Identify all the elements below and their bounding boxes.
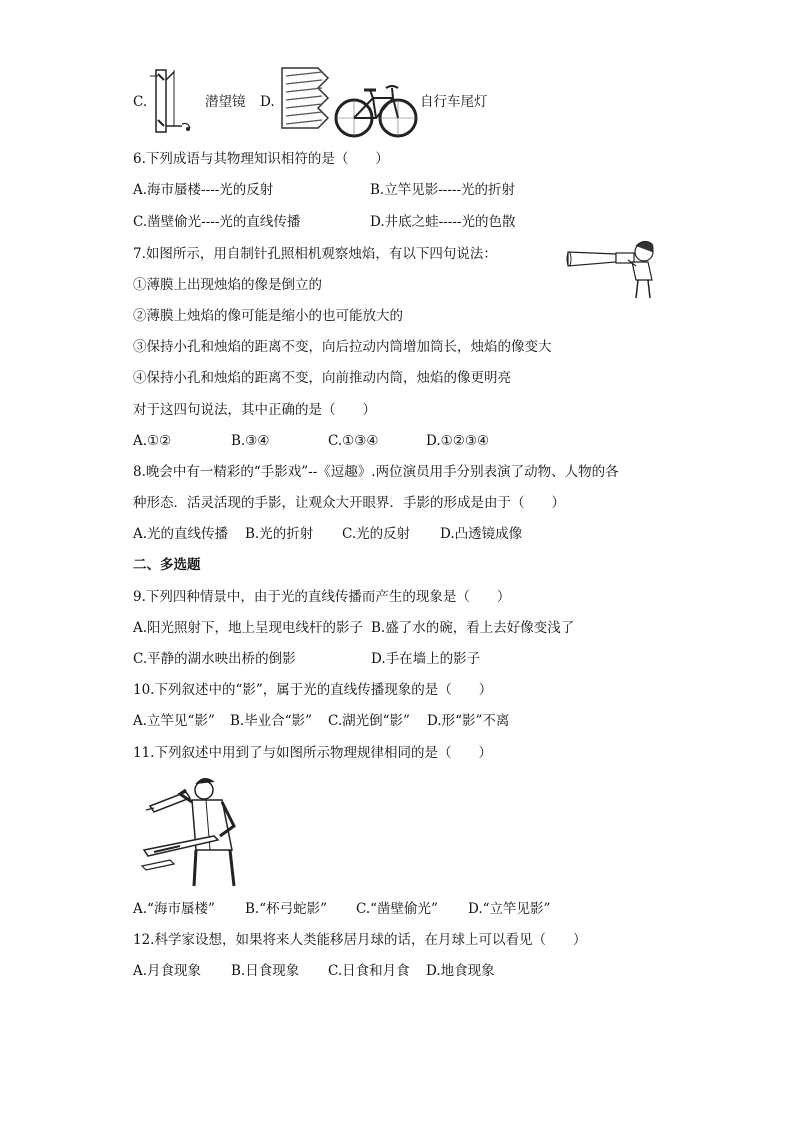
section-title: 二、多选题 <box>133 557 201 573</box>
q7-statement-2: ②薄膜上烛焰的像可能是缩小的也可能放大的 <box>133 308 403 324</box>
q8-stem-line2: 种形态．活灵活现的手影，让观众大开眼界．手影的形成是由于（ ） <box>133 495 565 511</box>
q7-option-c: C.①③④ <box>328 433 379 449</box>
q8-stem-line1: 8.晚会中有一精彩的“手影戏”--《逗趣》.两位演员用手分别表演了动物、人物的各 <box>133 464 619 480</box>
q9-option-d: D.手在墙上的影子 <box>371 651 481 667</box>
q12-option-b: B.日食现象 <box>231 963 300 979</box>
q10-option-d: D.形“影”不离 <box>427 713 510 729</box>
q11-option-c: C.“凿壁偷光” <box>356 901 438 917</box>
option-d-letter: D. <box>260 94 275 110</box>
q11-option-d: D.“立竿见影” <box>468 901 551 917</box>
q6-option-a: A.海市蜃楼----光的反射 <box>133 182 274 198</box>
q7-statement-4: ④保持小孔和烛焰的距离不变，向前推动内筒，烛焰的像更明亮 <box>133 370 511 386</box>
option-c-label: 潜望镜 <box>205 94 246 110</box>
pinhole-camera-figure <box>566 236 658 302</box>
q11-option-b: B.“杯弓蛇影” <box>245 901 328 917</box>
q7-stem: 7.如图所示，用自制针孔照相机观察烛焰，有以下四句说法： <box>133 246 497 262</box>
q8-option-d: D.凸透镜成像 <box>440 526 523 542</box>
q8-option-c: C.光的反射 <box>342 526 411 542</box>
q7-statement-1: ①薄膜上出现烛焰的像是倒立的 <box>133 277 322 293</box>
q6-stem: 6.下列成语与其物理知识相符的是（ ） <box>133 151 389 167</box>
periscope-figure <box>148 66 196 136</box>
q10-option-b: B.毕业合“影” <box>230 713 313 729</box>
q7-option-a: A.①② <box>133 433 172 449</box>
q12-option-d: D.地食现象 <box>426 963 495 979</box>
q12-option-c: C.日食和月食 <box>328 963 410 979</box>
q11-option-a: A.“海市蜃楼” <box>133 901 215 917</box>
q11-stem: 11.下列叙述中用到了与如图所示物理规律相同的是（ ） <box>133 745 492 761</box>
bicycle-reflector-figure <box>278 66 420 140</box>
board-sighting-figure <box>140 770 244 890</box>
q8-option-b: B.光的折射 <box>245 526 314 542</box>
q6-option-c: C.凿壁偷光----光的直线传播 <box>133 214 301 230</box>
q10-stem: 10.下列叙述中的“影”，属于光的直线传播现象的是（ ） <box>133 682 493 698</box>
q9-stem: 9.下列四种情景中，由于光的直线传播而产生的现象是（ ） <box>133 589 511 605</box>
q9-option-a: A.阳光照射下，地上呈现电线杆的影子 <box>133 620 364 636</box>
q6-option-d: D.井底之蛙-----光的色散 <box>370 214 516 230</box>
q7-statement-3: ③保持小孔和烛焰的距离不变，向后拉动内筒增加筒长，烛焰的像变大 <box>133 339 552 355</box>
option-d-label: 自行车尾灯 <box>420 94 488 110</box>
q10-option-a: A.立竿见“影” <box>133 713 215 729</box>
q12-stem: 12.科学家设想，如果将来人类能移居月球的话，在月球上可以看见（ ） <box>133 932 587 948</box>
q7-option-d: D.①②③④ <box>426 433 490 449</box>
q6-option-b: B.立竿见影-----光的折射 <box>370 182 516 198</box>
q9-option-c: C.平静的湖水映出桥的倒影 <box>133 651 296 667</box>
q7-option-b: B.③④ <box>231 433 270 449</box>
q9-option-b: B.盛了水的碗，看上去好像变浅了 <box>371 620 575 636</box>
q8-option-a: A.光的直线传播 <box>133 526 229 542</box>
option-c-letter: C. <box>133 94 148 110</box>
q7-question: 对于这四句说法，其中正确的是（ ） <box>133 402 376 418</box>
q10-option-c: C.湖光倒“影” <box>328 713 410 729</box>
q12-option-a: A.月食现象 <box>133 963 202 979</box>
